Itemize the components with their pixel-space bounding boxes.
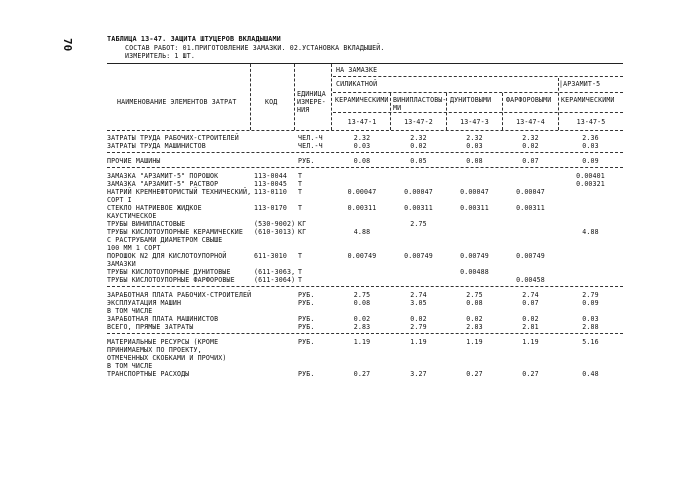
row-value-5: 0.00321 (576, 180, 605, 188)
row-unit: Т (298, 188, 303, 196)
section-rule-1 (107, 152, 623, 153)
row-name: МАТЕРИАЛЬНЫЕ РЕСУРСЫ (КРОМЕ (107, 338, 219, 346)
row-value-1: 2.32 (353, 134, 371, 142)
row-value-3: 0.08 (466, 299, 483, 307)
row-value-2: 3.05 (410, 299, 427, 307)
row-value-1: 0.03 (353, 142, 371, 150)
row-unit: ЧЕЛ.-Ч (298, 142, 323, 150)
row-name: ЗАТРАТЫ ТРУДА РАБОЧИХ-СТРОИТЕЛЕЙ (107, 134, 239, 142)
row-unit: КГ (298, 220, 307, 228)
hdr-unit-1: ЕДИНИЦА (297, 90, 326, 98)
hdr-subcol-5: КЕРАМИЧЕСКИМИ (561, 96, 615, 104)
row-value-4: 0.00047 (516, 188, 545, 196)
hdr-code: КОД (265, 98, 278, 106)
row-value-2: 3.27 (410, 370, 427, 378)
row-name: ЗАМАЗКИ (107, 260, 136, 268)
row-value-5: 0.09 (582, 157, 599, 165)
hdr-unit-3: НИЯ (297, 106, 310, 114)
hdr-subcol-4: ФАРФОРОВЫМИ (506, 96, 552, 104)
hdr-subcol-2: ВИНИПЛАСТОВЫ- (393, 96, 447, 104)
hdr-group-1: НА ЗАМАЗКЕ (336, 66, 378, 74)
row-value-5: 0.03 (582, 142, 599, 150)
hdr-rule-3 (333, 112, 623, 113)
hdr-group-3: |АРЗАМИТ-5 (559, 80, 601, 88)
row-name: СТЕКЛО НАТРИЕВОЕ ЖИДКОЕ (107, 204, 202, 212)
row-value-3: 1.19 (466, 338, 483, 346)
row-name: ВСЕГО, ПРЯМЫЕ ЗАТРАТЫ (107, 323, 194, 331)
section-rule-3 (107, 286, 623, 287)
row-value-4: 2.81 (522, 323, 539, 331)
row-code: 113-0110 (254, 188, 287, 196)
hdr-rule-2 (333, 92, 623, 93)
row-value-2: 0.02 (410, 142, 427, 150)
row-name: 100 ММ 1 СОРТ (107, 244, 161, 252)
row-value-2: 2.74 (410, 291, 427, 299)
row-value-1: 0.08 (353, 299, 371, 307)
row-value-4: 0.07 (522, 299, 539, 307)
row-value-2: 0.05 (410, 157, 427, 165)
hdr-subcol-3: ДУНИТОВЫМИ (450, 96, 492, 104)
row-unit: Т (298, 252, 303, 260)
row-name: ТРУБЫ КИСЛОТОУПОРНЫЕ ДУНИТОВЫЕ (107, 268, 231, 276)
section-rule-4 (107, 333, 623, 334)
row-value-3: 2.75 (466, 291, 483, 299)
table-title: ТАБЛИЦА 13-47. ЗАЩИТА ШТУЦЕРОВ ВКЛАДЫШАМИ (107, 35, 281, 43)
row-unit: РУБ. (298, 157, 315, 165)
row-value-4: 0.00311 (516, 204, 545, 212)
col-sep-code (250, 64, 251, 130)
row-name: ОТМЕЧЕННЫХ СКОБКАМИ И ПРОЧИХ) (107, 354, 227, 362)
row-value-2: 0.02 (410, 315, 427, 323)
row-name: НАТРИЙ КРЕМНЕФТОРИСТЫЙ ТЕХНИЧЕСКИЙ, (107, 188, 252, 196)
hdr-code-4: 13-47-4 (516, 118, 545, 126)
row-unit: РУБ. (298, 299, 315, 307)
row-name: ТРУБЫ КИСЛОТОУПОРНЫЕ КЕРАМИЧЕСКИЕ (107, 228, 243, 236)
row-code: (611-3063, (254, 268, 296, 276)
row-value-5: 5.16 (582, 338, 599, 346)
row-code: (610-3013) (254, 228, 296, 236)
col-sep-unit (294, 64, 295, 130)
row-name: ЭКСПЛУАТАЦИЯ МАШИН (107, 299, 182, 307)
row-value-3: 0.00311 (460, 204, 489, 212)
row-value-1: 0.27 (353, 370, 371, 378)
row-value-3: 0.00047 (460, 188, 489, 196)
row-value-3: 2.32 (466, 134, 483, 142)
row-code: (530-9002) (254, 220, 296, 228)
row-name: ЗАМАЗКА "АРЗАМИТ-5" РАСТВОР (107, 180, 219, 188)
row-value-4: 1.19 (522, 338, 539, 346)
row-unit: Т (298, 172, 303, 180)
row-value-1: 4.88 (353, 228, 371, 236)
row-name: ПОРОШОК N2 ДЛЯ КИСЛОТОУПОРНОЙ (107, 252, 227, 260)
measure-unit: ИЗМЕРИТЕЛЬ: 1 ШТ. (125, 52, 196, 60)
row-unit: Т (298, 268, 303, 276)
row-value-4: 2.74 (522, 291, 539, 299)
row-value-1: 0.00311 (347, 204, 377, 212)
row-value-3: 0.27 (466, 370, 483, 378)
row-name: ЗАРАБОТНАЯ ПЛАТА МАШИНИСТОВ (107, 315, 219, 323)
hdr-unit-2: ИЗМЕРЕ- (297, 98, 326, 106)
row-value-1: 1.19 (353, 338, 371, 346)
row-name: ЗАТРАТЫ ТРУДА МАШИНИСТОВ (107, 142, 206, 150)
row-unit: Т (298, 204, 303, 212)
hdr-name: НАИМЕНОВАНИЕ ЭЛЕМЕНТОВ ЗАТРАТ (117, 98, 237, 106)
work-composition: СОСТАВ РАБОТ: 01.ПРИГОТОВЛЕНИЕ ЗАМАЗКИ. 02.УСТАНОВКА ВКЛАДЫШЕЙ. (125, 44, 385, 52)
row-name: СОРТ I (107, 196, 132, 204)
row-name: ПРИНИМАЕМЫХ ПО ПРОЕКТУ, (107, 346, 202, 354)
row-value-3: 2.83 (466, 323, 483, 331)
row-name: В ТОМ ЧИСЛЕ (107, 362, 153, 370)
row-name: ЗАМАЗКА "АРЗАМИТ-5" ПОРОШОК (107, 172, 219, 180)
row-name: ЗАРАБОТНАЯ ПЛАТА РАБОЧИХ-СТРОИТЕЛЕЙ (107, 291, 252, 299)
row-unit: РУБ. (298, 338, 315, 346)
row-name: ПРОЧИЕ МАШИНЫ (107, 157, 161, 165)
row-value-2: 1.19 (410, 338, 427, 346)
row-value-3: 0.08 (466, 157, 483, 165)
row-value-2: 2.79 (410, 323, 427, 331)
row-value-3: 0.03 (466, 142, 483, 150)
row-name: ТРУБЫ КИСЛОТОУПОРНЫЕ ФАРФОРОВЫЕ (107, 276, 235, 284)
row-value-4: 0.02 (522, 315, 539, 323)
row-code: (611-3064) (254, 276, 296, 284)
row-value-2: 0.00749 (404, 252, 433, 260)
row-value-5: 2.36 (582, 134, 599, 142)
row-name: С РАСТРУБАМИ ДИАМЕТРОМ СВЫШЕ (107, 236, 223, 244)
row-unit: ЧЕЛ.-Ч (298, 134, 323, 142)
row-unit: РУБ. (298, 315, 315, 323)
row-code: 113-0045 (254, 180, 287, 188)
row-value-2: 0.00047 (404, 188, 433, 196)
row-value-1: 0.00749 (347, 252, 377, 260)
row-value-5: 0.03 (582, 315, 599, 323)
row-value-5: 0.48 (582, 370, 599, 378)
page-number: 70 (61, 38, 74, 52)
row-value-4: 0.00458 (516, 276, 545, 284)
row-unit: РУБ. (298, 291, 315, 299)
hdr-code-1: 13-47-1 (347, 118, 377, 126)
row-value-1: 0.08 (353, 157, 371, 165)
row-value-4: 0.02 (522, 142, 539, 150)
row-code: 611-3010 (254, 252, 287, 260)
row-name: В ТОМ ЧИСЛЕ (107, 307, 153, 315)
row-value-1: 2.75 (353, 291, 371, 299)
row-value-1: 0.02 (353, 315, 371, 323)
row-value-4: 0.07 (522, 157, 539, 165)
row-value-3: 0.00749 (460, 252, 489, 260)
row-name: ТРАНСПОРТНЫЕ РАСХОДЫ (107, 370, 190, 378)
hdr-bottom-rule (107, 130, 623, 131)
row-value-4: 2.32 (522, 134, 539, 142)
row-value-5: 4.88 (582, 228, 599, 236)
hdr-code-2: 13-47-2 (404, 118, 433, 126)
row-unit: КГ (298, 228, 307, 236)
row-value-4: 0.27 (522, 370, 539, 378)
hdr-subcol-2b: МИ (393, 104, 402, 112)
row-value-2: 2.75 (410, 220, 427, 228)
section-rule-2 (107, 167, 623, 168)
row-value-4: 0.00749 (516, 252, 545, 260)
hdr-code-3: 13-47-3 (460, 118, 489, 126)
row-value-2: 0.00311 (404, 204, 433, 212)
row-unit: РУБ. (298, 370, 315, 378)
row-unit: РУБ. (298, 323, 315, 331)
hdr-rule-1 (333, 76, 623, 77)
row-value-5: 0.09 (582, 299, 599, 307)
row-name: ТРУБЫ ВИНИПЛАСТОВЫЕ (107, 220, 186, 228)
row-value-1: 0.00047 (347, 188, 377, 196)
hdr-subcol-1: КЕРАМИЧЕСКИМИ (335, 96, 389, 104)
row-unit: Т (298, 276, 303, 284)
row-value-3: 0.02 (466, 315, 483, 323)
col-sep-values (331, 64, 332, 130)
row-value-1: 2.83 (353, 323, 371, 331)
hdr-code-5: 13-47-5 (576, 118, 606, 126)
row-name: КАУСТИЧЕСКОЕ (107, 212, 157, 220)
row-code: 113-0170 (254, 204, 287, 212)
row-value-2: 2.32 (410, 134, 427, 142)
row-code: 113-0044 (254, 172, 287, 180)
row-value-5: 2.79 (582, 291, 599, 299)
row-value-5: 0.00401 (576, 172, 605, 180)
row-unit: Т (298, 180, 303, 188)
table-top-rule (107, 63, 623, 64)
row-value-3: 0.00488 (460, 268, 489, 276)
hdr-group-2: СИЛИКАТНОЙ (336, 80, 378, 88)
row-value-5: 2.88 (582, 323, 599, 331)
